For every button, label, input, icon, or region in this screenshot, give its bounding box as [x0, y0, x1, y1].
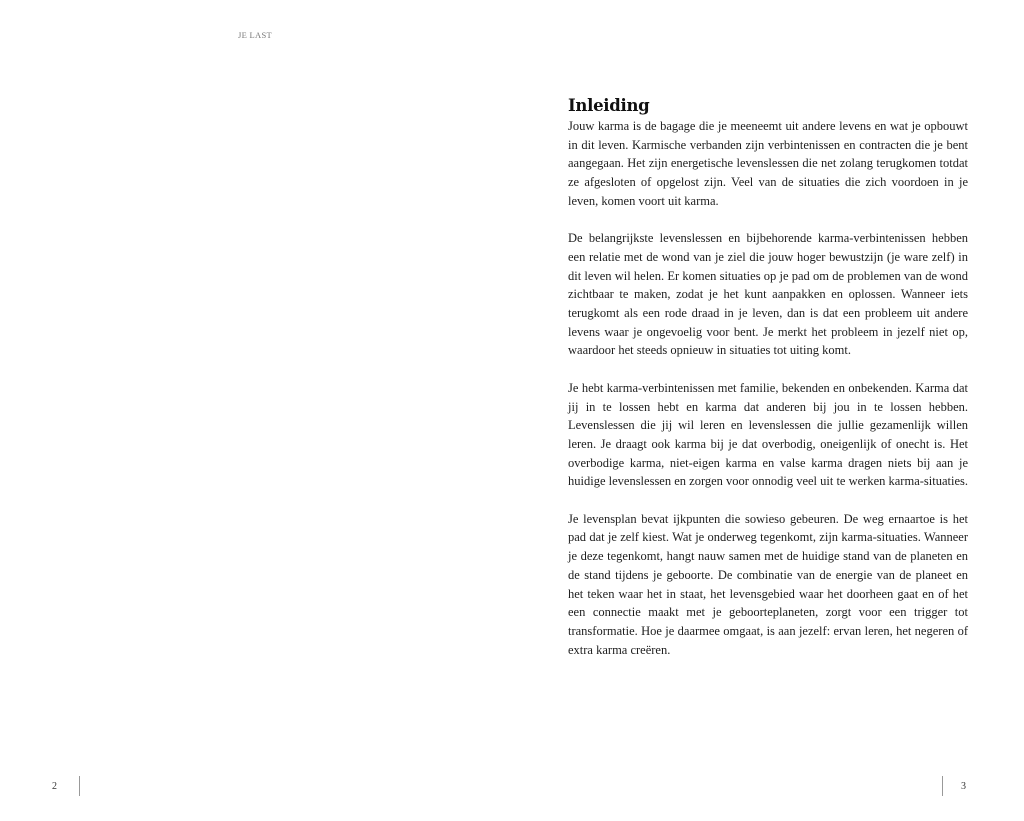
paragraph-4: Je levensplan bevat ijkpunten die sowieso gebeuren. De weg ernaartoe is het pad dat je zelf kiest. Wat je onderweg tegenkomt, zijn karma-situaties. Wanneer je deze tegenkomt, hangt nauw samen met de huidige stand van de planeten en de stand tijdens je geboorte. De combinatie van de energie van de planeet en het teken waar het in staat, het levensgebied waar het doorheen gaat en of het een connectie maakt met je geboorteplaneten, zorgt voor een trigger tot transformatie. Hoe je daarmee omgaat, is aan jezelf: ervan leren, het negeren of extra karma creëren.: [568, 511, 968, 657]
paragraph-3: Je hebt karma-verbintenissen met familie, bekenden en onbekenden. Karma dat jij in te lossen hebt en karma dat anderen bij jou in te lossen hebben. Levenslessen die jij wil leren en levenslessen die jullie gezamenlijk willen leren. Je draagt ook karma bij je dat overbodig, oneigenlijk of onecht is. Het overbodige karma, niet-eigen karma en valse karma dragen niets bij aan je huidige levenslessen en zorgen voor onnodig veel uit te werken karma-situaties.: [568, 380, 968, 489]
chapter-content: [568, 96, 968, 659]
folio-divider-right: [942, 776, 943, 796]
folio-divider-left: [79, 776, 80, 796]
page-number-left: 2: [52, 781, 57, 792]
paragraph-1: Jouw karma is de bagage die je meeneemt uit andere levens en wat je opbouwt in dit leven. Karmische verbanden zijn verbintenissen en contracten die je bent aangegaan. Het zijn energetische levenslessen die net zolang terugkomen totdat ze afgesloten of opgelost zijn. Veel van de situaties die zich voordoen in je leven, komen voort uit karma.: [568, 119, 968, 208]
running-head: JE LAST: [238, 30, 272, 40]
page-number-right: 3: [961, 781, 966, 792]
paragraph-2: De belangrijkste levenslessen en bijbehorende karma-verbintenissen hebben een relatie met de wond van je ziel die jouw hoger bewustzijn (je ware zelf) in dit leven wil helen. Er komen situaties op je pad om de problemen van de wond zichtbaar te maken, zodat je het kunt aanpakken en oplossen. Wanneer iets terugkomt als een rode draad in je leven, dan is dat een probleem uit andere levens waar je ongevoelig voor bent. Je merkt het probleem in jezelf niet op, waardoor het steeds opnieuw in situaties tot uiting komt.: [568, 231, 968, 358]
chapter-heading: Inleiding: [568, 96, 650, 115]
